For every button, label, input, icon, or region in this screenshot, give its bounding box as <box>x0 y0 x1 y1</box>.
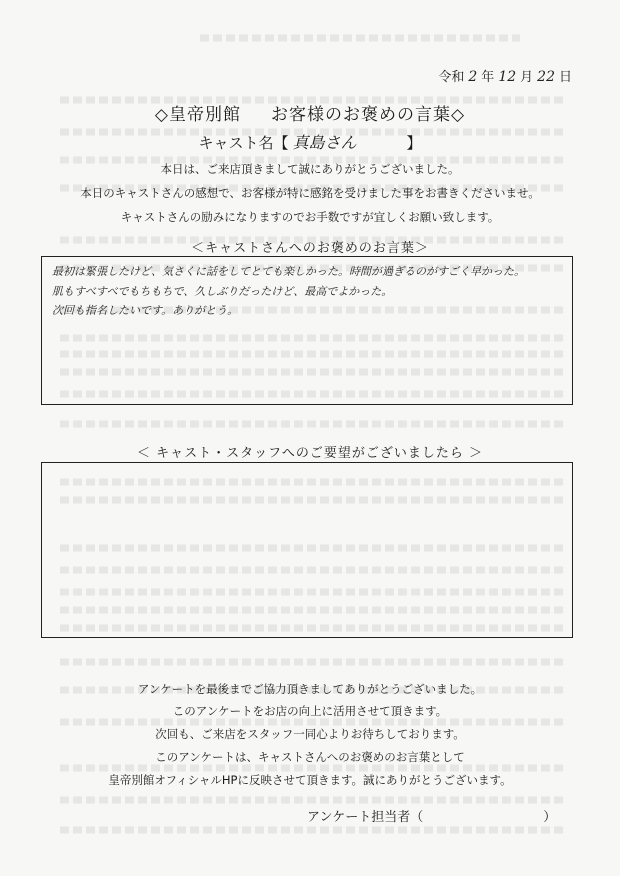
title-store: ◇皇帝別館 <box>154 105 241 125</box>
date-day: 22 <box>537 69 555 85</box>
praise-box[interactable] <box>41 256 573 405</box>
date-month-unit: 月 <box>520 70 534 85</box>
cast-name-label: キャスト名【 <box>198 134 289 152</box>
survey-staff-close: ） <box>543 810 557 825</box>
request-box[interactable] <box>41 462 573 638</box>
outro-line-1: アンケートを最後までご協力頂きましてありがとうございました。 <box>137 682 483 696</box>
date-day-unit: 日 <box>558 70 572 85</box>
date-year-unit: 年 <box>481 70 495 85</box>
intro-line-3: キャストさんの励みになりますのでお手数ですが宜しくお願い致します。 <box>120 210 500 224</box>
praise-line-3: 次回も指名したいです。ありがとう。 <box>52 304 239 317</box>
praise-heading: ＜キャストさんへのお褒めのお言葉＞ <box>191 241 429 256</box>
intro-line-2: 本日のキャストさんの感想で、お客様が特に感銘を受けました事をお書きくださいませ。 <box>80 186 540 200</box>
date-year: 2 <box>468 69 478 85</box>
outro-line-2: このアンケートをお店の向上に活用させて頂きます。 <box>172 704 448 718</box>
date-month: 12 <box>498 69 517 85</box>
survey-staff-line <box>307 806 556 825</box>
title-subject: お客様のお褒めの言葉◇ <box>271 105 466 125</box>
request-heading: ＜ キャスト・スタッフへのご要望がございましたら ＞ <box>136 446 483 461</box>
cast-name-value: 真島さん <box>292 133 357 152</box>
outro-line-4: このアンケートは、キャストさんへのお褒めのお言葉として <box>155 750 465 764</box>
outro-line-3: 次回も、ご来店をスタッフ一同心よりお待ちしております。 <box>155 727 465 741</box>
survey-staff-label: アンケート担当者（ <box>307 810 424 825</box>
praise-line-1: 最初は緊張したけど、気さくに話をしてとても楽しかった。時間が過ぎるのがすごく早かった。 <box>52 265 525 278</box>
intro-line-1: 本日は、ご来店頂きまして誠にありがとうございました。 <box>160 162 460 176</box>
outro-line-5: 皇帝別館オフィシャルHPに反映させて頂きます。誠にありがとうございます。 <box>108 773 512 787</box>
date-era: 令和 <box>438 70 465 85</box>
date-line <box>438 66 572 85</box>
cast-name-close: 】 <box>406 134 422 152</box>
praise-line-2: 肌もすべすべでもちもちで、久しぶりだったけど、最高でよかった。 <box>52 285 393 298</box>
cast-name-line <box>0 130 620 153</box>
page-title <box>0 100 620 125</box>
